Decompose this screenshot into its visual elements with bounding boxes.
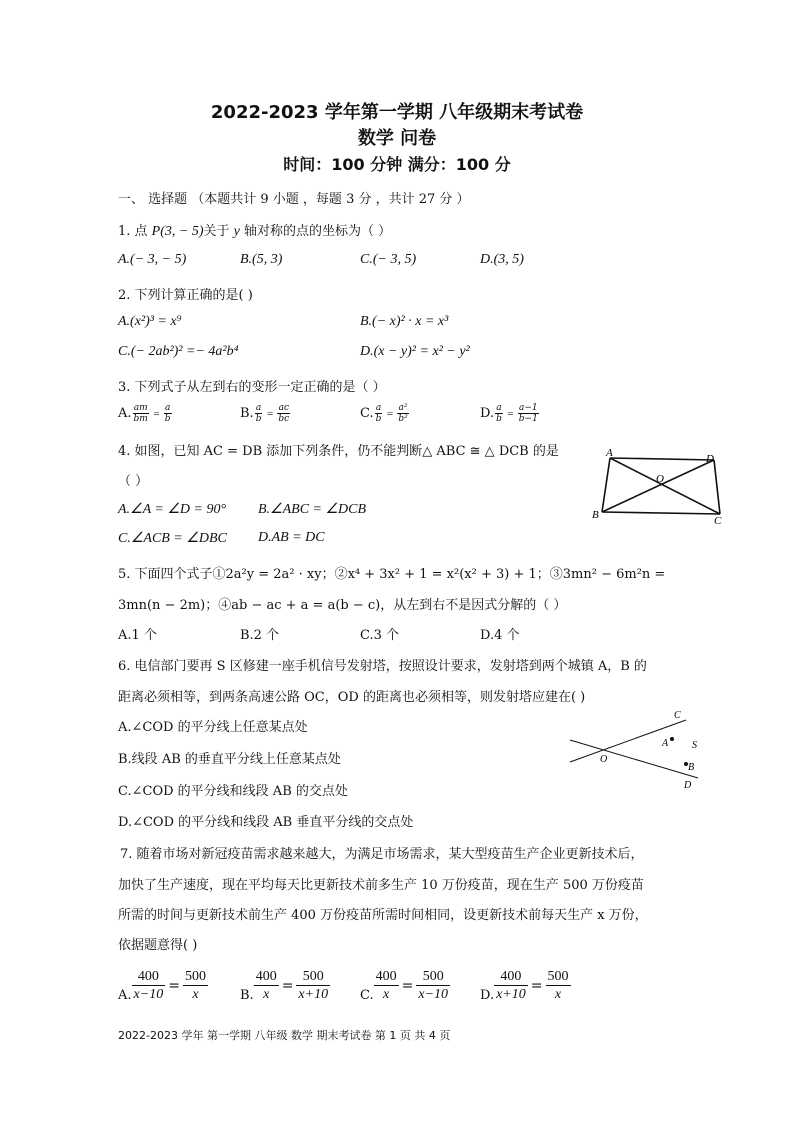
label-c: C xyxy=(714,515,722,527)
exam-subtitle: 数学 问卷 xyxy=(357,128,437,149)
label-o: O xyxy=(656,473,664,485)
q1-axis: y xyxy=(233,224,240,239)
label-b: B xyxy=(688,762,695,773)
q4-figure xyxy=(590,446,730,530)
q5-option-c: C.3 个 xyxy=(360,628,400,643)
fraction xyxy=(183,968,208,1003)
fraction xyxy=(546,968,571,1003)
label-o: O xyxy=(600,754,608,765)
question-5-line1: 5. 下面四个式子①2a²y = 2a² · xy；②x⁴ + 3x² + 1 = x²(x² + 3) + 1；③3mn² − 6m²n = xyxy=(118,567,666,582)
question-7-line3: 所需的时间与更新技术前生产 400 万份疫苗所需时间相同，设更新技术前每天生产 x 万份， xyxy=(118,908,648,923)
label-d: D xyxy=(684,780,692,791)
q4-option-b: B.∠ABC = ∠DCB xyxy=(258,502,367,517)
label-d: D xyxy=(706,453,714,465)
fraction xyxy=(255,403,263,424)
denominator: x+10 xyxy=(496,987,526,1002)
question-6-line2: 距离必须相等，到两条高速公路 OC，OD 的距离也必须相等，则发射塔应建在( ) xyxy=(118,690,586,705)
label-a: A xyxy=(662,738,669,749)
fraction xyxy=(132,968,166,1003)
section-heading: 一、 选择题 （本题共计 9 小题 ，每题 3 分 ，共计 27 分 ） xyxy=(118,192,470,207)
q5-option-a: A.1 个 xyxy=(118,628,157,643)
q2-option-b: B.(− x)² · x = x³ xyxy=(360,314,449,329)
q1-text: 关于 xyxy=(203,224,234,239)
denominator: b² xyxy=(398,414,408,424)
numerator: 400 xyxy=(132,968,166,986)
question-1-stem xyxy=(118,220,391,240)
fraction xyxy=(494,968,528,1003)
numerator: 500 xyxy=(416,968,450,986)
option-label: D. xyxy=(480,406,495,421)
denominator: x+10 xyxy=(298,987,329,1002)
q1-option-c: C.(− 3, 5) xyxy=(360,252,417,267)
segment-ad xyxy=(610,458,714,460)
segment-bc xyxy=(602,512,720,514)
option-label: C. xyxy=(360,988,374,1003)
equals-sign: = xyxy=(281,977,294,994)
option-label: A. xyxy=(118,988,132,1003)
denominator: bm xyxy=(133,414,148,424)
option-label: B. xyxy=(240,988,254,1003)
q2-option-d: D.(x − y)² = x² − y² xyxy=(360,344,470,359)
q4-option-a: A.∠A = ∠D = 90° xyxy=(118,502,227,517)
question-7-line1: 7. 随着市场对新冠疫苗需求越来越大，为满足市场需求，某大型疫苗生产企业更新技术后， xyxy=(120,847,644,862)
option-label: A. xyxy=(118,406,132,421)
numerator: a xyxy=(496,403,502,413)
fraction xyxy=(375,403,383,424)
q4-option-d: D.AB = DC xyxy=(258,530,325,545)
q1-option-d: D.(3, 5) xyxy=(480,252,524,267)
fraction xyxy=(254,968,279,1003)
label-s: S xyxy=(692,740,697,751)
segment-db xyxy=(602,460,714,512)
fraction xyxy=(518,403,539,424)
q2-option-a: A.(x²)³ = x⁹ xyxy=(118,314,182,329)
fraction xyxy=(164,403,172,424)
equals-sign: = xyxy=(401,977,414,994)
denominator: x xyxy=(263,987,270,1002)
numerator: a xyxy=(375,403,382,413)
label-a: A xyxy=(606,447,613,459)
exam-title: 2022-2023 学年第一学期 八年级期末考试卷 xyxy=(210,102,584,123)
question-4-stem: 4. 如图，已知 AC = DB 添加下列条件，仍不能判断△ ABC ≅ △ DCB 的是 xyxy=(118,444,559,459)
q4-option-c: C.∠ACB = ∠DBC xyxy=(118,531,227,546)
q5-option-b: B.2 个 xyxy=(240,628,280,643)
page-footer: 2022-2023 学年 第一学期 八年级 数学 期末考试卷 第 1 页 共 4 页 xyxy=(118,1029,451,1042)
q7-option-a xyxy=(118,968,208,1003)
numerator: 500 xyxy=(547,969,569,984)
q6-option-b: B.线段 AB 的垂直平分线上任意某点处 xyxy=(118,752,341,767)
numerator: a xyxy=(255,403,262,413)
fraction xyxy=(374,968,399,1003)
question-7-line4: 依据题意得( ) xyxy=(118,938,198,953)
fraction xyxy=(296,968,330,1003)
fraction xyxy=(277,403,290,424)
denominator: x xyxy=(554,987,562,1002)
denominator: x−10 xyxy=(133,987,164,1002)
numerator: 400 xyxy=(375,969,397,984)
point-a xyxy=(670,737,674,741)
denominator: x xyxy=(383,987,390,1002)
equals-sign: = xyxy=(530,977,543,994)
numerator: a xyxy=(164,403,171,413)
question-3-stem: 3. 下列式子从左到右的变形一定正确的是（ ） xyxy=(118,380,386,395)
option-label: B. xyxy=(240,406,254,421)
fraction xyxy=(133,403,149,424)
denominator: b xyxy=(255,414,262,424)
ray-od xyxy=(570,740,698,778)
question-5-line2: 3mn(n − 2m)；④ab − ac + a = a(b − c)，从左到右不是因式分解的（ ） xyxy=(118,598,567,613)
numerator: a−1 xyxy=(518,403,538,413)
q1-point: P(3, − 5) xyxy=(151,224,204,239)
denominator: b−1 xyxy=(518,414,538,424)
numerator: 500 xyxy=(296,968,330,986)
label-c: C xyxy=(674,710,681,721)
q1-text: 1. 点 xyxy=(118,224,152,239)
ray-oc xyxy=(570,720,686,762)
q3-option-d: D. $\frac{a}{b}$ = $\frac{a-1}{b-1}$ xyxy=(480,403,538,424)
numerator: 500 xyxy=(184,969,206,984)
exam-meta: 时间：100 分钟 满分：100 分 xyxy=(283,155,511,174)
q4-paren: （ ） xyxy=(118,474,149,489)
q1-option-b: B.(5, 3) xyxy=(240,252,283,267)
numerator: ac xyxy=(278,403,289,413)
denominator: x xyxy=(192,987,199,1002)
segment-ac xyxy=(610,458,720,514)
option-label: D. xyxy=(480,988,495,1003)
q1-text: 轴对称的点的坐标为（ ） xyxy=(239,224,392,239)
fraction xyxy=(397,403,408,424)
numerator: am xyxy=(133,403,148,413)
numerator: 400 xyxy=(255,969,277,984)
equals-sign: = xyxy=(168,977,180,994)
q5-option-d: D.4 个 xyxy=(480,628,520,643)
numerator: 400 xyxy=(494,968,528,986)
q2-option-c: C.(− 2ab²)² =− 4a²b⁴ xyxy=(118,344,239,359)
q6-figure xyxy=(566,706,716,794)
q3-option-b: B. $\frac{a}{b}$ = $\frac{ac}{bc}$ xyxy=(240,403,290,424)
fraction xyxy=(416,968,450,1003)
q7-option-d xyxy=(480,968,571,1003)
denominator: b xyxy=(164,414,171,424)
q7-option-c xyxy=(360,968,450,1003)
question-2-stem: 2. 下列计算正确的是( ) xyxy=(118,288,253,303)
q6-option-c: C.∠COD 的平分线和线段 AB 的交点处 xyxy=(118,784,348,799)
denominator: b xyxy=(375,414,382,424)
fraction xyxy=(495,403,503,424)
q1-option-a: A.(− 3, − 5) xyxy=(118,252,187,267)
denominator: x−10 xyxy=(418,987,449,1002)
q3-option-a: A. $\frac{am}{bm}$ = $\frac{a}{b}$ xyxy=(118,403,171,424)
q3-option-c: C. $\frac{a}{b}$ = $\frac{\text{a²}}{\text{b²}}$ xyxy=(360,403,408,424)
label-b: B xyxy=(592,509,599,521)
q6-option-d: D.∠COD 的平分线和线段 AB 垂直平分线的交点处 xyxy=(118,815,414,830)
segment-dc xyxy=(714,460,720,514)
option-label: C. xyxy=(360,406,374,421)
question-6-line1: 6. 电信部门要再 S 区修建一座手机信号发射塔，按照设计要求，发射塔到两个城镇 A，B 的 xyxy=(118,659,647,674)
numerator: a² xyxy=(398,403,408,413)
q6-option-a: A.∠COD 的平分线上任意某点处 xyxy=(118,720,308,735)
segment-ab xyxy=(602,458,610,512)
denominator: b xyxy=(496,414,502,424)
question-7-line2: 加快了生产速度，现在平均每天比更新技术前多生产 10 万份疫苗，现在生产 500 万份疫苗 xyxy=(118,878,644,893)
q7-option-b xyxy=(240,968,330,1003)
denominator: bc xyxy=(278,414,290,424)
